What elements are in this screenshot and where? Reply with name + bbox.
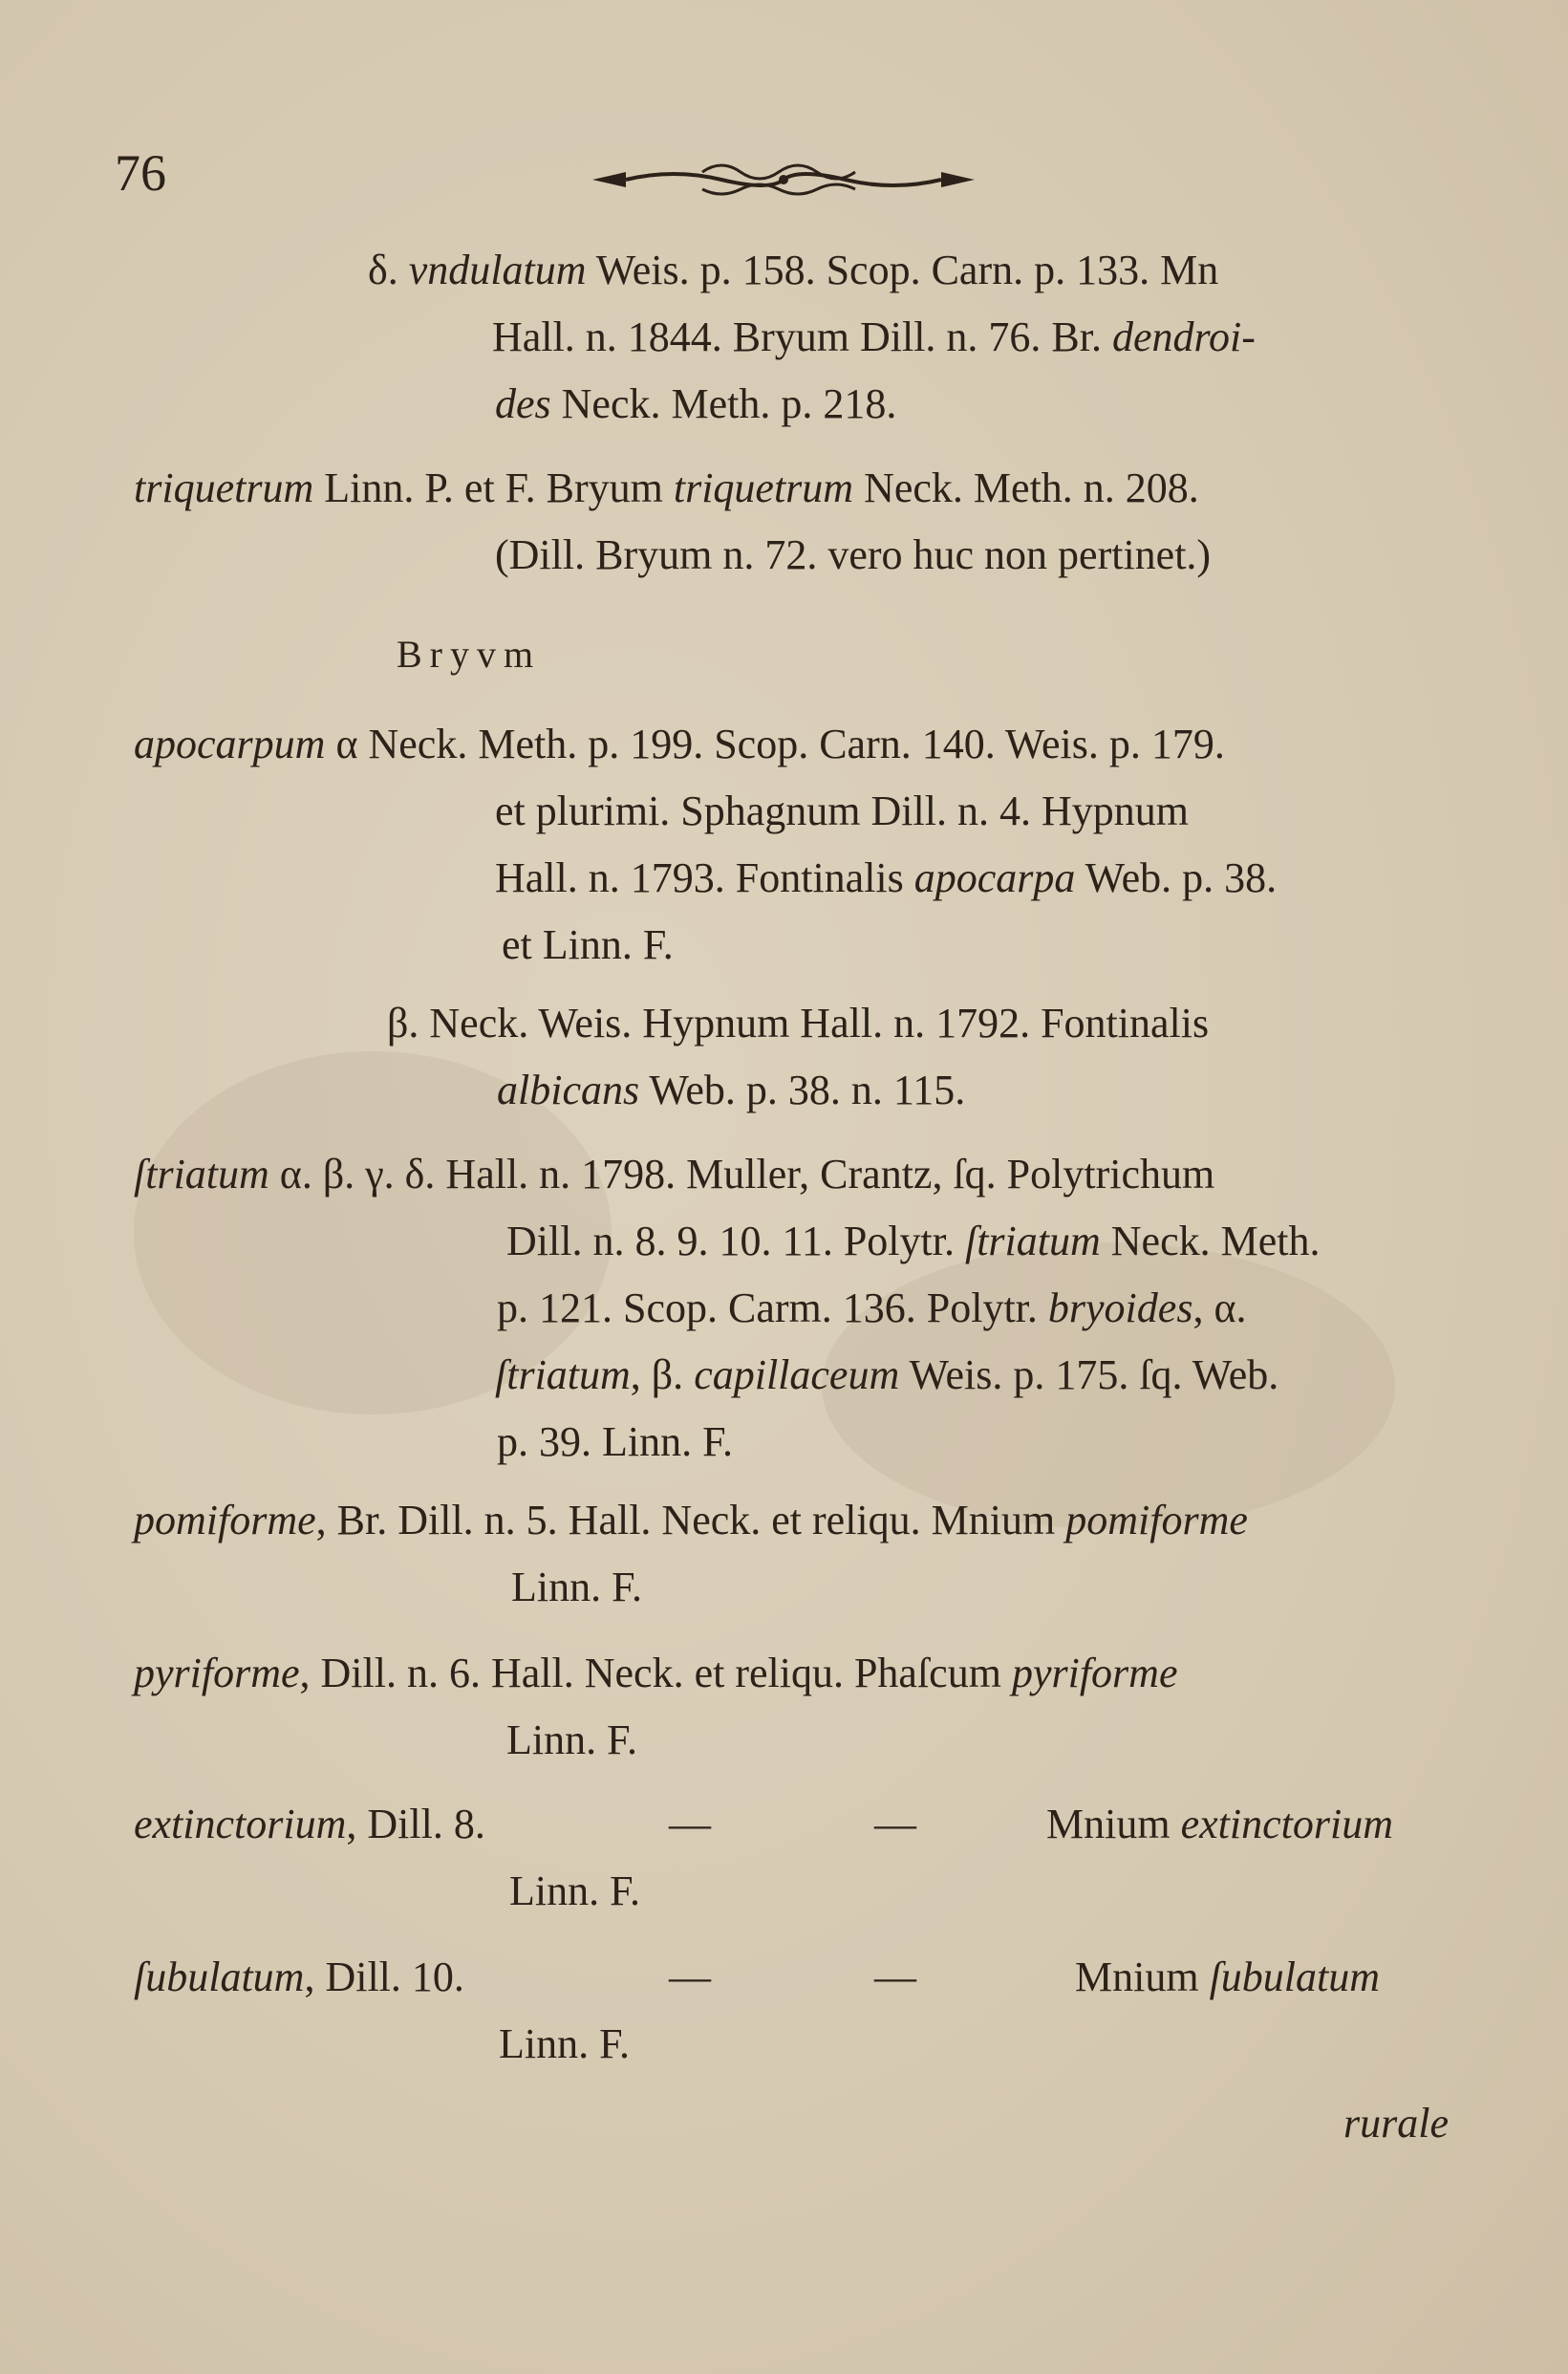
entry-line: Linn. F. xyxy=(506,1716,638,1763)
entry-line: pomiforme, Br. Dill. n. 5. Hall. Neck. et reliqu. Mnium pomiforme xyxy=(134,1497,1248,1543)
entry-line: des Neck. Meth. p. 218. xyxy=(495,380,897,427)
entry-line: Linn. F. xyxy=(511,1564,643,1610)
entry-line: triquetrum Linn. P. et F. Bryum triquetrum Neck. Meth. n. 208. xyxy=(134,464,1199,511)
entry-line: β. Neck. Weis. Hypnum Hall. n. 1792. Fontinalis xyxy=(387,1000,1210,1047)
entry-line: pyriforme, Dill. n. 6. Hall. Neck. et reliqu. Phaſcum pyriforme xyxy=(134,1650,1178,1696)
page-number: 76 xyxy=(115,144,166,202)
entry-line: et Linn. F. xyxy=(502,921,674,968)
entry-line: p. 39. Linn. F. xyxy=(497,1418,734,1465)
entry-line: Hall. n. 1793. Fontinalis apocarpa Web. p. 38. xyxy=(495,854,1278,901)
entry-line: δ. vndulatum Weis. p. 158. Scop. Carn. p. 133. Mn xyxy=(368,247,1219,293)
entry-line: p. 121. Scop. Carm. 136. Polytr. bryoides, α. xyxy=(497,1284,1247,1331)
dash: — xyxy=(669,1801,711,1847)
ornament-rule xyxy=(588,151,979,208)
catchword: rurale xyxy=(1343,2100,1449,2147)
entry-line: Linn. F. xyxy=(499,2020,631,2067)
dash: — xyxy=(669,1953,711,2000)
entry-line: Linn. F. xyxy=(509,1867,641,1914)
entry-line: Dill. n. 8. 9. 10. 11. Polytr. ſtriatum Neck. Meth. xyxy=(506,1218,1321,1264)
entry-line: Mnium ſubulatum xyxy=(1075,1953,1381,2000)
entry-line: apocarpum α Neck. Meth. p. 199. Scop. Carn. 140. Weis. p. 179. xyxy=(134,721,1225,767)
entry-line: (Dill. Bryum n. 72. vero huc non pertinet.) xyxy=(495,531,1212,578)
dash: — xyxy=(874,1801,916,1847)
entry-line: ſtriatum α. β. γ. δ. Hall. n. 1798. Muller, Crantz, ſq. Polytrichum xyxy=(134,1151,1215,1198)
entry-line: ſubulatum, Dill. 10. xyxy=(134,1953,464,2000)
entry-line: et plurimi. Sphagnum Dill. n. 4. Hypnum xyxy=(495,788,1189,834)
entry-line: ſtriatum, β. capillaceum Weis. p. 175. ſq. Web. xyxy=(495,1351,1279,1398)
dash: — xyxy=(874,1953,916,2000)
section-heading: Bryvm xyxy=(397,633,542,676)
entry-line: Hall. n. 1844. Bryum Dill. n. 76. Br. dendroi- xyxy=(492,313,1256,360)
entry-line: albicans Web. p. 38. n. 115. xyxy=(497,1067,966,1113)
entry-line: extinctorium, Dill. 8. xyxy=(134,1801,485,1847)
entry-line: Mnium extinctorium xyxy=(1046,1801,1393,1847)
